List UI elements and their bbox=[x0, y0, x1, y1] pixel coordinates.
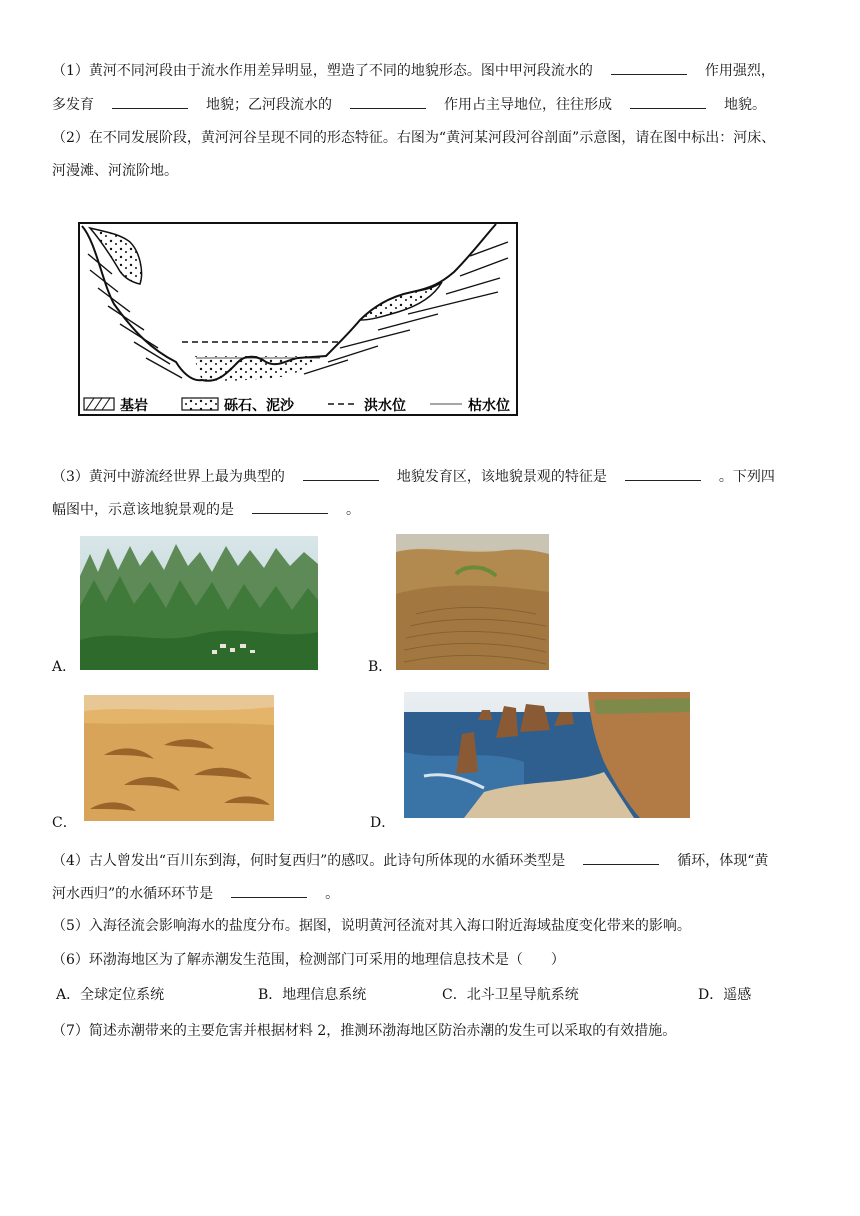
question-1-line-2 bbox=[52, 94, 766, 115]
answer-blank[interactable] bbox=[231, 883, 307, 898]
q1-text-4: 地貌；乙河段流水的 bbox=[206, 97, 332, 113]
question-1-line-1 bbox=[52, 60, 775, 81]
answer-blank[interactable] bbox=[252, 499, 328, 514]
legend-bedrock-swatch bbox=[84, 398, 114, 410]
valley-cross-section-diagram bbox=[78, 222, 520, 418]
option-b-label[interactable]: B． bbox=[368, 659, 393, 675]
legend-gravel-label: 砾石、泥沙 bbox=[224, 398, 294, 414]
option-d-coast-image[interactable] bbox=[404, 692, 690, 818]
answer-blank[interactable] bbox=[350, 94, 426, 109]
option-a-label[interactable]: A． bbox=[52, 659, 77, 675]
answer-blank[interactable] bbox=[630, 94, 706, 109]
question-2-line-1: （2）在不同发展阶段，黄河河谷呈现不同的形态特征。右图为“黄河某河段河谷剖面”示意图，请在图中标出：河床、 bbox=[52, 130, 776, 146]
q6-option-c[interactable]: C．北斗卫星导航系统 bbox=[442, 987, 579, 1003]
question-7: （7）简述赤潮带来的主要危害并根据材料 2，推测环渤海地区防治赤潮的发生可以采取的有效措施。 bbox=[52, 1023, 677, 1039]
diagram-frame bbox=[79, 223, 517, 415]
option-d-label[interactable]: D． bbox=[370, 815, 396, 831]
question-2-line-2: 河漫滩、河流阶地。 bbox=[52, 163, 178, 179]
q3-text-3: 。下列四 bbox=[718, 469, 775, 485]
answer-blank[interactable] bbox=[303, 466, 379, 481]
q3-text-4: 幅图中，示意该地貌景观的是 bbox=[52, 502, 234, 518]
option-b-loess-image[interactable] bbox=[396, 534, 549, 670]
option-c-label[interactable]: C． bbox=[52, 815, 77, 831]
answer-blank[interactable] bbox=[611, 60, 687, 75]
answer-blank[interactable] bbox=[583, 850, 659, 865]
q3-text-1: （3）黄河中游流经世界上最为典型的 bbox=[52, 469, 285, 485]
legend-bedrock-label: 基岩 bbox=[120, 398, 148, 414]
q4-text-3: 河水西归”的水循环环节是 bbox=[52, 886, 214, 902]
question-3-line-1 bbox=[52, 466, 775, 487]
q1-text-6: 地貌。 bbox=[724, 97, 766, 113]
question-6-stem: （6）环渤海地区为了解赤潮发生范围，检测部门可采用的地理信息技术是（ ） bbox=[52, 952, 565, 968]
q1-text-5: 作用占主导地位，往往形成 bbox=[444, 97, 612, 113]
legend-gravel-swatch bbox=[182, 398, 218, 410]
legend-flood-label: 洪水位 bbox=[364, 398, 406, 414]
question-5: （5）入海径流会影响海水的盐度分布。据图，说明黄河径流对其入海口附近海域盐度变化带来的影响。 bbox=[52, 918, 691, 934]
answer-blank[interactable] bbox=[112, 94, 188, 109]
q1-text-3: 多发育 bbox=[52, 97, 94, 113]
q6-option-d[interactable]: D．遥感 bbox=[698, 987, 752, 1003]
option-c-desert-image[interactable] bbox=[84, 695, 274, 821]
q4-text-1: （4）古人曾发出“百川东到海，何时复西归”的感叹。此诗句所体现的水循环类型是 bbox=[52, 853, 566, 869]
question-4-line-1 bbox=[52, 850, 768, 871]
q1-text-1: （1）黄河不同河段由于流水作用差异明显，塑造了不同的地貌形态。图中甲河段流水的 bbox=[52, 63, 593, 79]
question-4-line-2 bbox=[52, 883, 339, 904]
q1-text-2: 作用强烈， bbox=[704, 63, 775, 79]
answer-blank[interactable] bbox=[625, 466, 701, 481]
legend-low-label: 枯水位 bbox=[468, 398, 510, 414]
q3-text-5: 。 bbox=[346, 502, 360, 518]
q6-option-a[interactable]: A．全球定位系统 bbox=[56, 987, 165, 1003]
q4-text-2: 循环，体现“黄 bbox=[677, 853, 769, 869]
question-3-line-2 bbox=[52, 499, 360, 520]
q3-text-2: 地貌发育区，该地貌景观的特征是 bbox=[396, 469, 607, 485]
q6-option-b[interactable]: B．地理信息系统 bbox=[258, 987, 367, 1003]
option-a-karst-image[interactable] bbox=[80, 536, 318, 670]
q4-text-4: 。 bbox=[325, 886, 340, 902]
